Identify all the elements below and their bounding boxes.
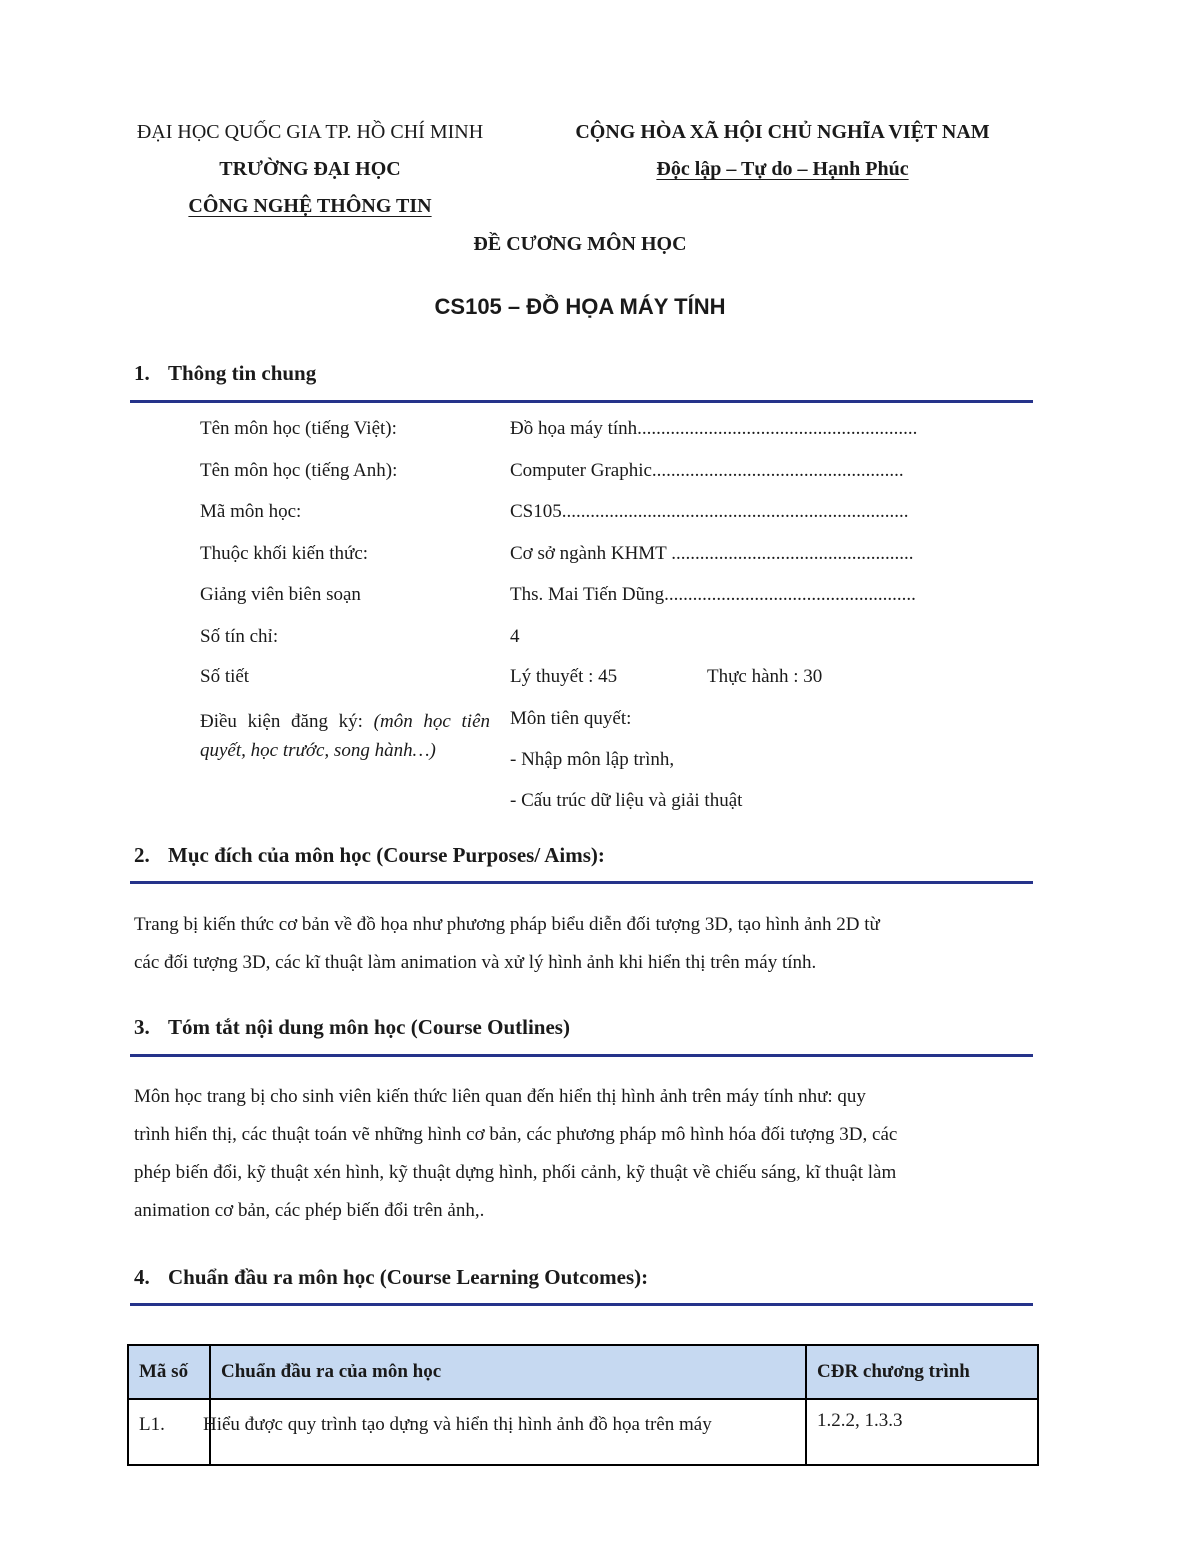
prerequisite-item: - Nhập môn lập trình, — [510, 749, 675, 770]
section-3-heading — [134, 1015, 570, 1040]
program-outcome: 1.2.2, 1.3.3 — [806, 1399, 1038, 1465]
prerequisite-label — [200, 707, 490, 765]
country-name: CỘNG HÒA XÃ HỘI CHỦ NGHĨA VIỆT NAM — [575, 121, 990, 143]
section-4-heading — [134, 1265, 648, 1290]
section-2-number: 2. — [134, 843, 150, 867]
info-value: Computer Graphic..................................................... — [510, 460, 904, 481]
section-1-number: 1. — [134, 361, 150, 385]
section-4-title: Chuẩn đầu ra môn học (Course Learning Outcomes): — [168, 1265, 649, 1289]
section-2-title: Mục đích của môn học (Course Purposes/ Aims): — [168, 843, 605, 867]
paragraph-line: Môn học trang bị cho sinh viên kiến thức liên quan đến hiển thị hình ảnh trên máy tính như: quy — [134, 1086, 866, 1107]
country-motto — [530, 157, 1035, 181]
info-label: Giảng viên biên soạn — [200, 584, 361, 605]
column-header-program: CĐR chương trình — [806, 1345, 1038, 1399]
column-header-code: Mã số — [128, 1345, 210, 1399]
section-2-body — [134, 906, 1029, 982]
section-3-number: 3. — [134, 1015, 150, 1039]
table-row — [128, 1399, 1038, 1465]
section-1-heading — [134, 361, 316, 386]
prerequisite-label-plain: Điều kiện đăng ký: — [200, 711, 374, 732]
column-header-outcome: Chuẩn đầu ra của môn học — [210, 1345, 806, 1399]
hours-practice: Thực hành : 30 — [707, 666, 823, 687]
school-name-line2 — [100, 194, 520, 218]
outcome-code: L1. — [128, 1399, 210, 1465]
section-4-divider — [130, 1303, 1033, 1306]
info-value: Cơ sở ngành KHMT ................................................... — [510, 543, 914, 564]
document-title: ĐỀ CƯƠNG MÔN HỌC — [473, 233, 687, 255]
school-name-line2-text: CÔNG NGHỆ THÔNG TIN — [188, 195, 432, 217]
paragraph-line: các đối tượng 3D, các kĩ thuật làm animation và xử lý hình ảnh khi hiển thị trên máy tính. — [134, 952, 817, 973]
info-label: Tên môn học (tiếng Anh): — [200, 460, 398, 481]
learning-outcomes-table — [127, 1344, 1039, 1466]
course-title: CS105 – ĐỒ HỌA MÁY TÍNH — [434, 294, 726, 319]
info-label: Thuộc khối kiến thức: — [200, 543, 369, 564]
section-4-number: 4. — [134, 1265, 150, 1289]
table-header-row — [128, 1345, 1038, 1399]
info-value: 4 — [510, 626, 520, 647]
info-label: Số tín chỉ: — [200, 626, 279, 647]
paragraph-line: animation cơ bản, các phép biến đổi trên ảnh,. — [134, 1200, 485, 1221]
hours-theory: Lý thuyết : 45 — [510, 666, 618, 687]
info-value: Đồ họa máy tính........................................................... — [510, 418, 918, 439]
paragraph-line: Trang bị kiến thức cơ bản về đồ họa như phương pháp biểu diễn đối tượng 3D, tạo hình ảnh 2D từ — [134, 914, 880, 935]
prerequisite-label-italic: (môn học tiên quyết, học trước, song hành…) — [200, 711, 490, 761]
info-label: Mã môn học: — [200, 501, 302, 522]
paragraph-line: trình hiển thị, các thuật toán vẽ những hình cơ bản, các phương pháp mô hình hóa đối tượng 3D, các — [134, 1124, 898, 1145]
section-1-divider — [130, 400, 1033, 403]
paragraph-line: phép biến đổi, kỹ thuật xén hình, kỹ thuật dựng hình, phối cảnh, kỹ thuật về chiếu sáng, kĩ thuật làm — [134, 1162, 897, 1183]
country-motto-text: Độc lập – Tự do – Hạnh Phúc — [656, 158, 909, 180]
section-3-title: Tóm tắt nội dung môn học (Course Outlines) — [168, 1015, 570, 1039]
info-label: Tên môn học (tiếng Việt): — [200, 418, 397, 439]
section-2-heading — [134, 843, 605, 868]
section-3-divider — [130, 1054, 1033, 1057]
section-2-divider — [130, 881, 1033, 884]
section-1-title: Thông tin chung — [168, 361, 317, 385]
hours-label: Số tiết — [200, 666, 250, 687]
info-value: CS105......................................................................... — [510, 501, 909, 522]
prerequisite-item: - Cấu trúc dữ liệu và giải thuật — [510, 790, 743, 811]
info-value: Ths. Mai Tiến Dũng..................................................... — [510, 584, 916, 605]
school-name-line1: TRƯỜNG ĐẠI HỌC — [219, 158, 401, 180]
section-3-body — [134, 1078, 1029, 1230]
outcome-description: Hiểu được quy trình tạo dựng và hiển thị hình ảnh đồ họa trên máy — [202, 1399, 798, 1465]
university-name: ĐẠI HỌC QUỐC GIA TP. HỒ CHÍ MINH — [136, 121, 484, 143]
prerequisite-heading: Môn tiên quyết: — [510, 708, 632, 729]
